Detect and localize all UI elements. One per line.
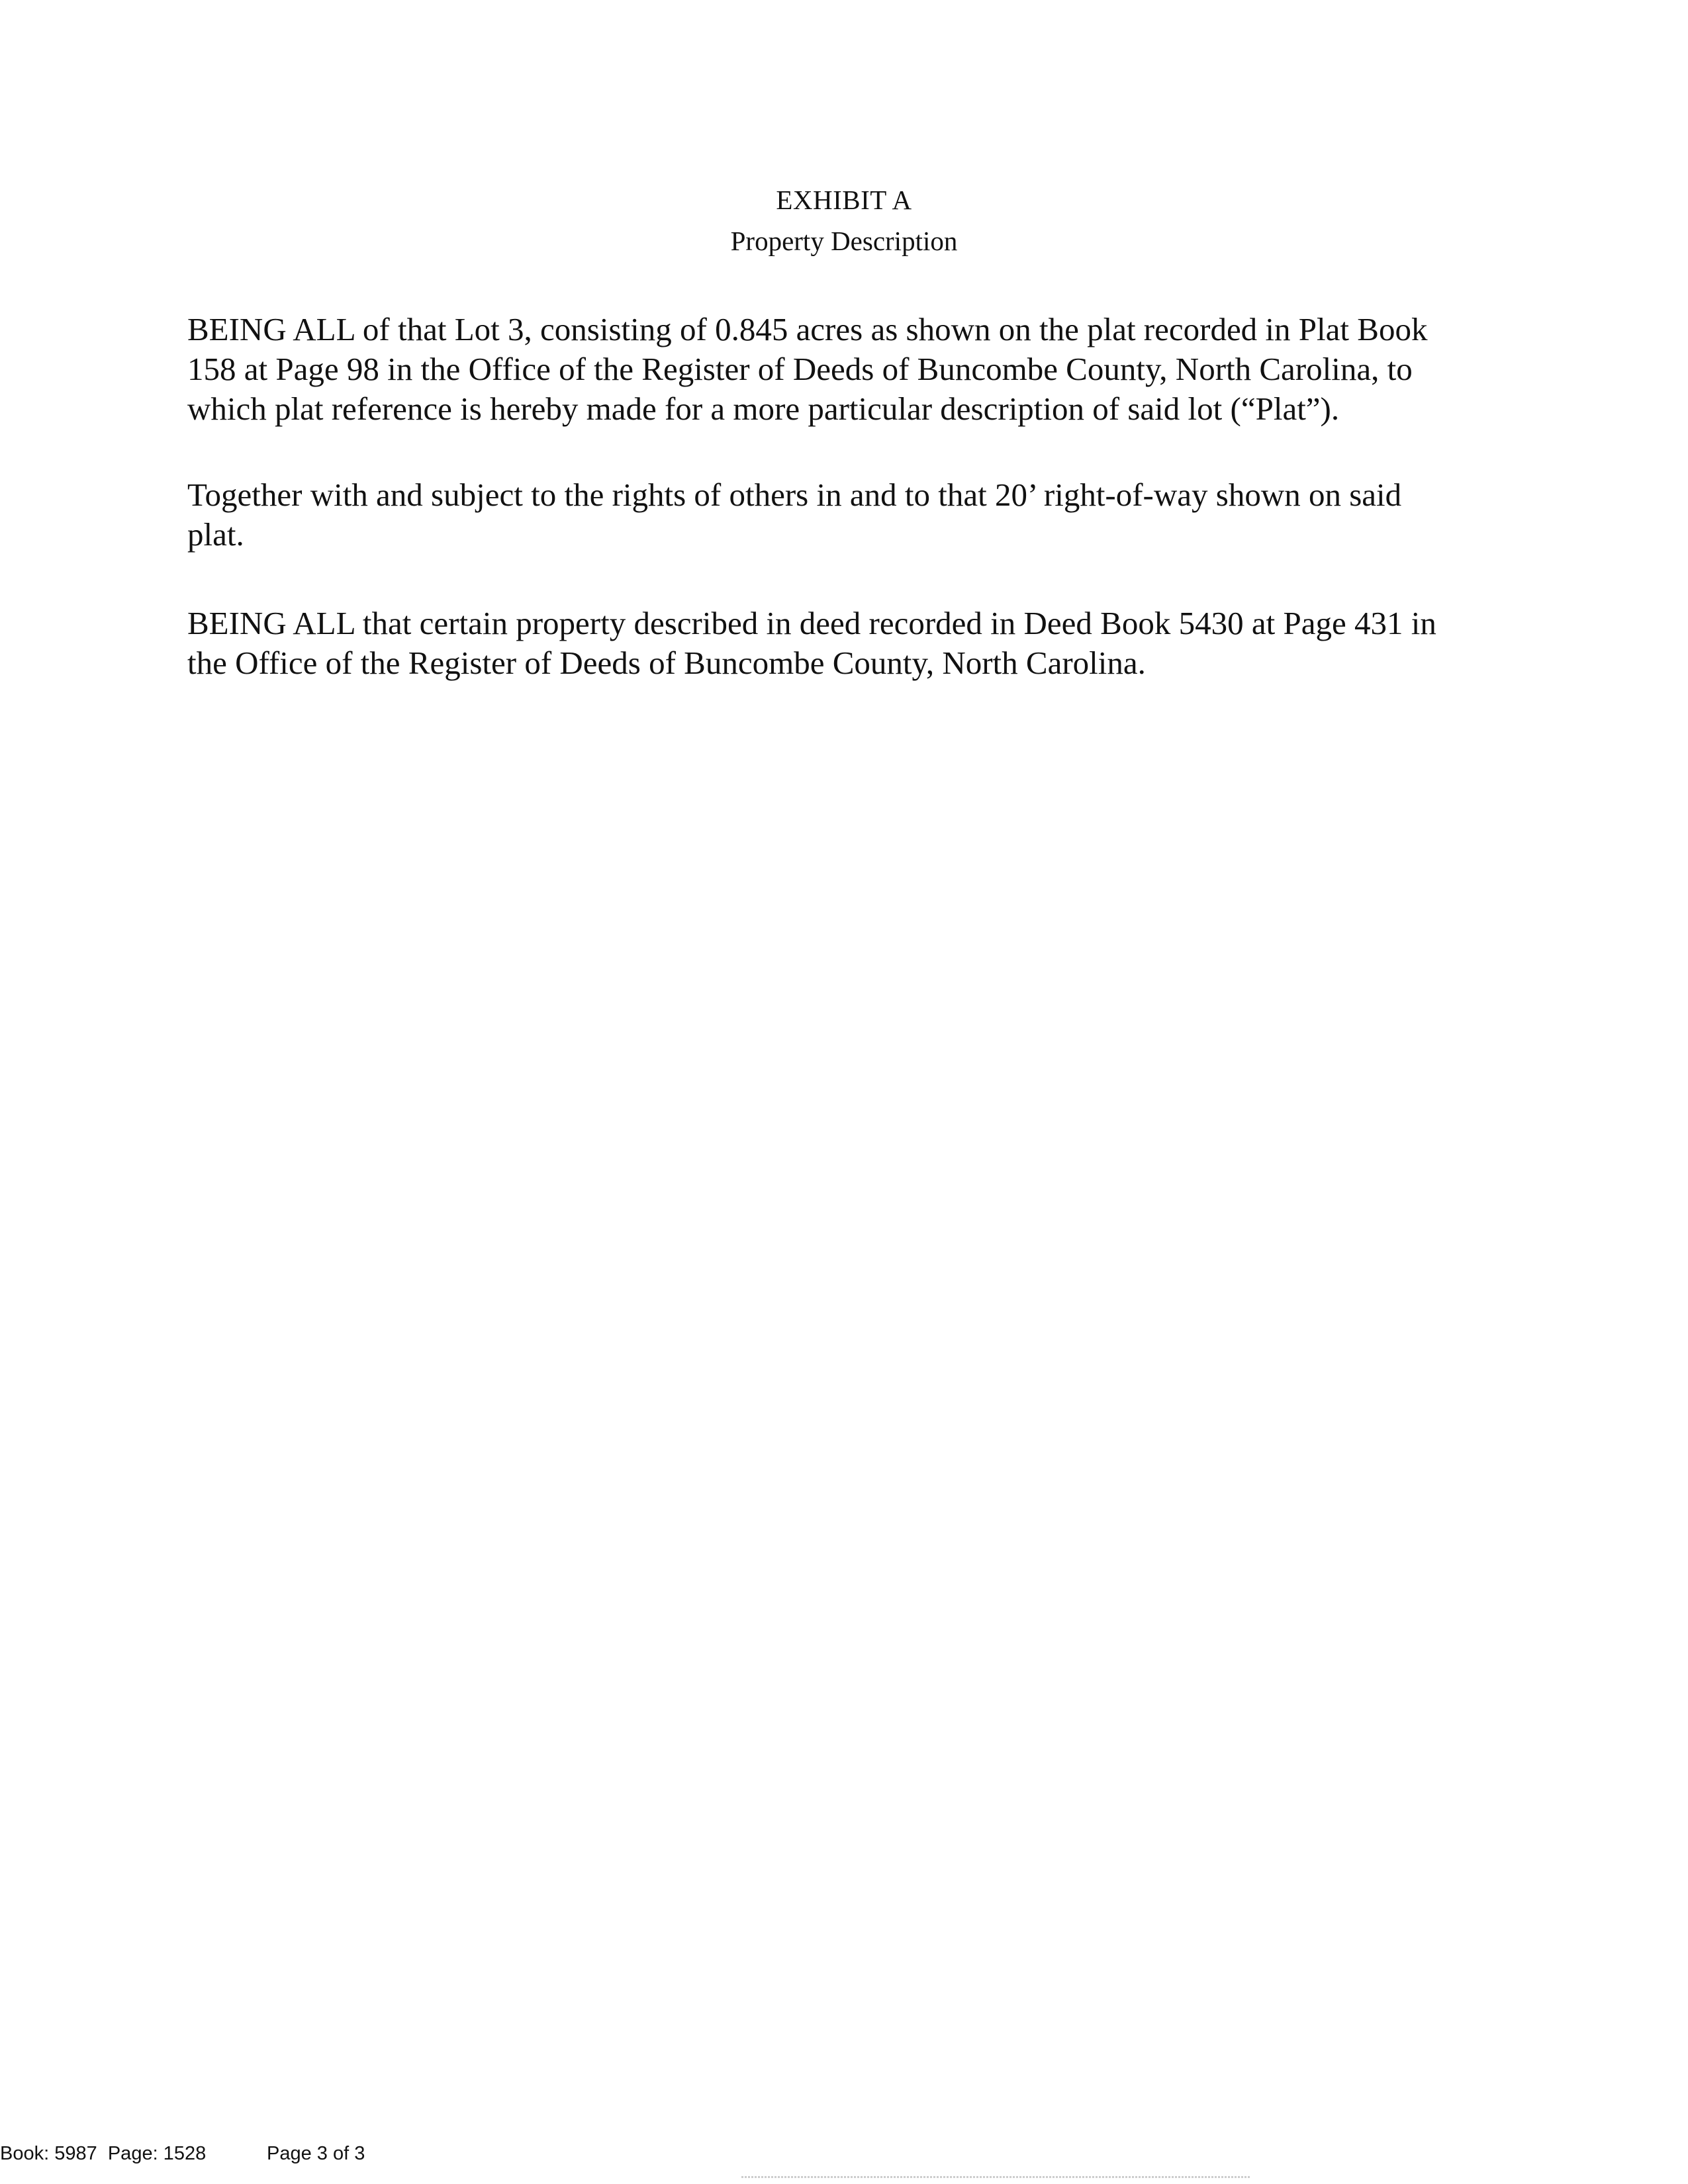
paragraph-right-of-way [187, 475, 1485, 555]
page-count: Page 3 of 3 [267, 2143, 365, 2164]
paragraph-lot-description [187, 310, 1485, 429]
paragraph-line: the Office of the Register of Deeds of Buncombe County, North Carolina. [187, 645, 1146, 681]
paragraph-line: 158 at Page 98 in the Office of the Register of Deeds of Buncombe County, North Carolina, to [187, 351, 1413, 387]
paragraph-line: Together with and subject to the rights of others in and to that 20’ right-of-way shown on said [187, 477, 1402, 513]
exhibit-title: EXHIBIT A [776, 185, 912, 215]
scan-artifact-line [741, 2176, 1251, 2178]
paragraph-line: BEING ALL that certain property described in deed recorded in Deed Book 5430 at Page 431 in [187, 605, 1436, 641]
paragraph-line: which plat reference is hereby made for a more particular description of said lot (“Plat”). [187, 390, 1340, 427]
paragraph-line: BEING ALL of that Lot 3, consisting of 0.845 acres as shown on the plat recorded in Plat Book [187, 311, 1428, 347]
exhibit-subtitle: Property Description [730, 226, 958, 256]
paragraph-deed-reference [187, 604, 1485, 683]
book-page-reference: Book: 5987 Page: 1528 [0, 2143, 207, 2164]
paragraph-line: plat. [187, 516, 244, 553]
